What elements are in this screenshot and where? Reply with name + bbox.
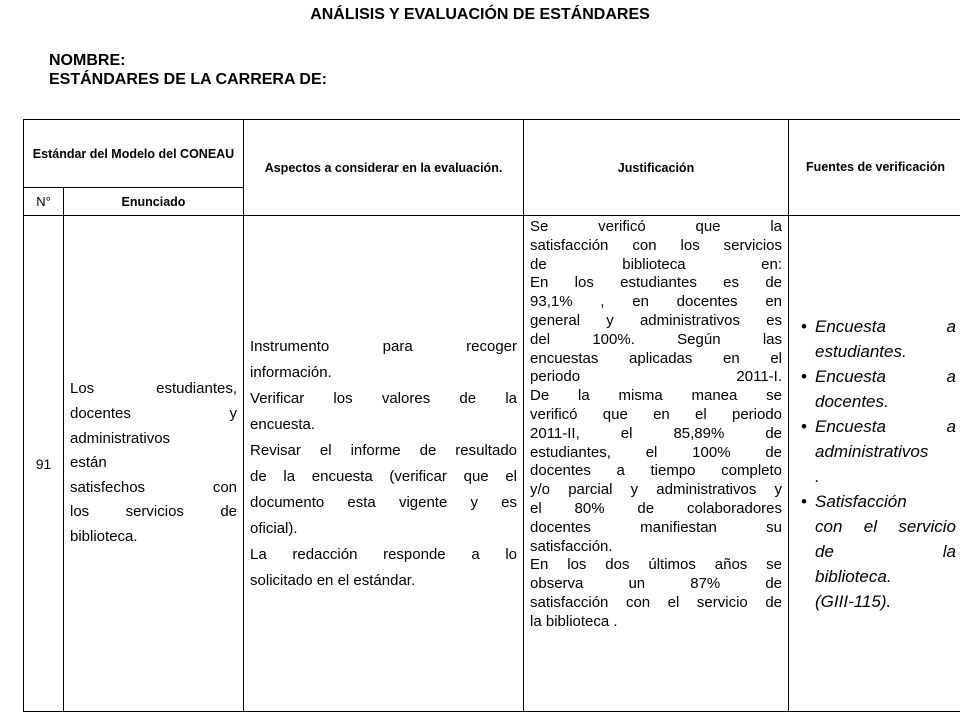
source-line: • Encuesta a [815,366,957,386]
justification-line: En los estudiantes es de [530,274,783,292]
header-row [24,120,960,188]
justification-header: Justificación [524,120,789,216]
verification-sources-list [801,314,956,614]
aspect-line: oficial). [250,519,298,537]
standard-statement [64,216,244,712]
standards-table [23,119,960,712]
list-item [801,314,956,364]
document-title: ANÁLISIS Y EVALUACIÓN DE ESTÁNDARES [310,6,650,23]
statement-line: satisfechos con [70,478,238,496]
aspect-line: solicitado en el estándar. [250,571,416,589]
aspect-line: de la encuesta (verificar que el [250,467,518,485]
justification-line: 93,1% , en docentes en [530,293,783,311]
aspect-line: encuesta. [250,415,316,433]
source-line: de la [815,541,957,561]
justification-text [524,216,789,712]
aspect-line: Revisar el informe de resultado [250,441,518,459]
justification-line: Se verificó que la [530,218,783,235]
statement-line: Los estudiantes, [70,380,238,398]
statement-line: los servicios de [70,503,238,521]
justification-line: del 100%. Según las [530,330,783,348]
justification-line: de biblioteca en: [530,255,783,273]
justification-line: De la misma manea se [530,387,783,405]
statement-header: Enunciado [64,188,244,216]
list-item [801,414,956,489]
source-line: con el servicio [815,516,957,536]
justification-line: satisfacción con el servicio de [530,593,783,611]
justification-line: la biblioteca . [530,612,618,630]
source-line: . [815,466,820,486]
statement-line: biblioteca. [70,527,138,545]
aspect-line: La redacción responde a lo [250,545,518,563]
source-line: (GIII-115). [815,591,892,611]
justification-line: En los dos últimos años se [530,556,783,574]
statement-line: administrativos [70,429,171,447]
statement-line: están [70,454,107,472]
list-item [801,364,956,414]
source-line: biblioteca. [815,566,892,586]
aspect-line: documento esta vigente y es [250,493,518,511]
aspect-line: Instrumento para recoger [250,337,518,355]
list-item [801,489,956,614]
justification-line: y/o parcial y administrativos y [530,481,783,499]
name-label: NOMBRE: [49,52,126,69]
aspects-header: Aspectos a considerar en la evaluación. [244,120,524,216]
statement-line: docentes y [70,405,238,423]
source-line: • Encuesta a [815,316,957,336]
justification-line: encuestas aplicadas en el [530,349,783,367]
standard-number: 91 [24,216,64,712]
aspect-line: información. [250,363,332,381]
evaluation-aspects [244,216,524,712]
justification-line: docentes a tiempo completo [530,462,783,480]
verification-sources [789,216,960,712]
source-line: • Satisfacción [815,491,907,511]
model-standard-header: Estándar del Modelo del CONEAU [24,120,244,188]
source-line: administrativos [815,441,929,461]
table-row [24,216,960,712]
aspect-line: Verificar los valores de la [250,389,518,407]
source-line: • Encuesta a [815,416,957,436]
justification-line: verificó que en el periodo [530,405,783,423]
justification-line: estudiantes, el 100% de [530,443,783,461]
justification-line: 2011-II, el 85,89% de [530,424,783,442]
justification-line: periodo 2011-I. [530,368,783,386]
justification-line: satisfacción con los servicios [530,236,783,254]
justification-line: observa un 87% de [530,575,783,593]
justification-line: docentes manifiestan su [530,518,783,536]
career-standards-label: ESTÁNDARES DE LA CARRERA DE: [49,71,327,88]
sources-header: Fuentes de verificación [789,120,960,216]
source-line: estudiantes. [815,341,907,361]
justification-line: el 80% de colaboradores [530,499,783,517]
number-header: N° [24,188,64,216]
source-line: docentes. [815,391,889,411]
justification-line: general y administrativos es [530,311,783,329]
justification-line: satisfacción. [530,537,613,555]
